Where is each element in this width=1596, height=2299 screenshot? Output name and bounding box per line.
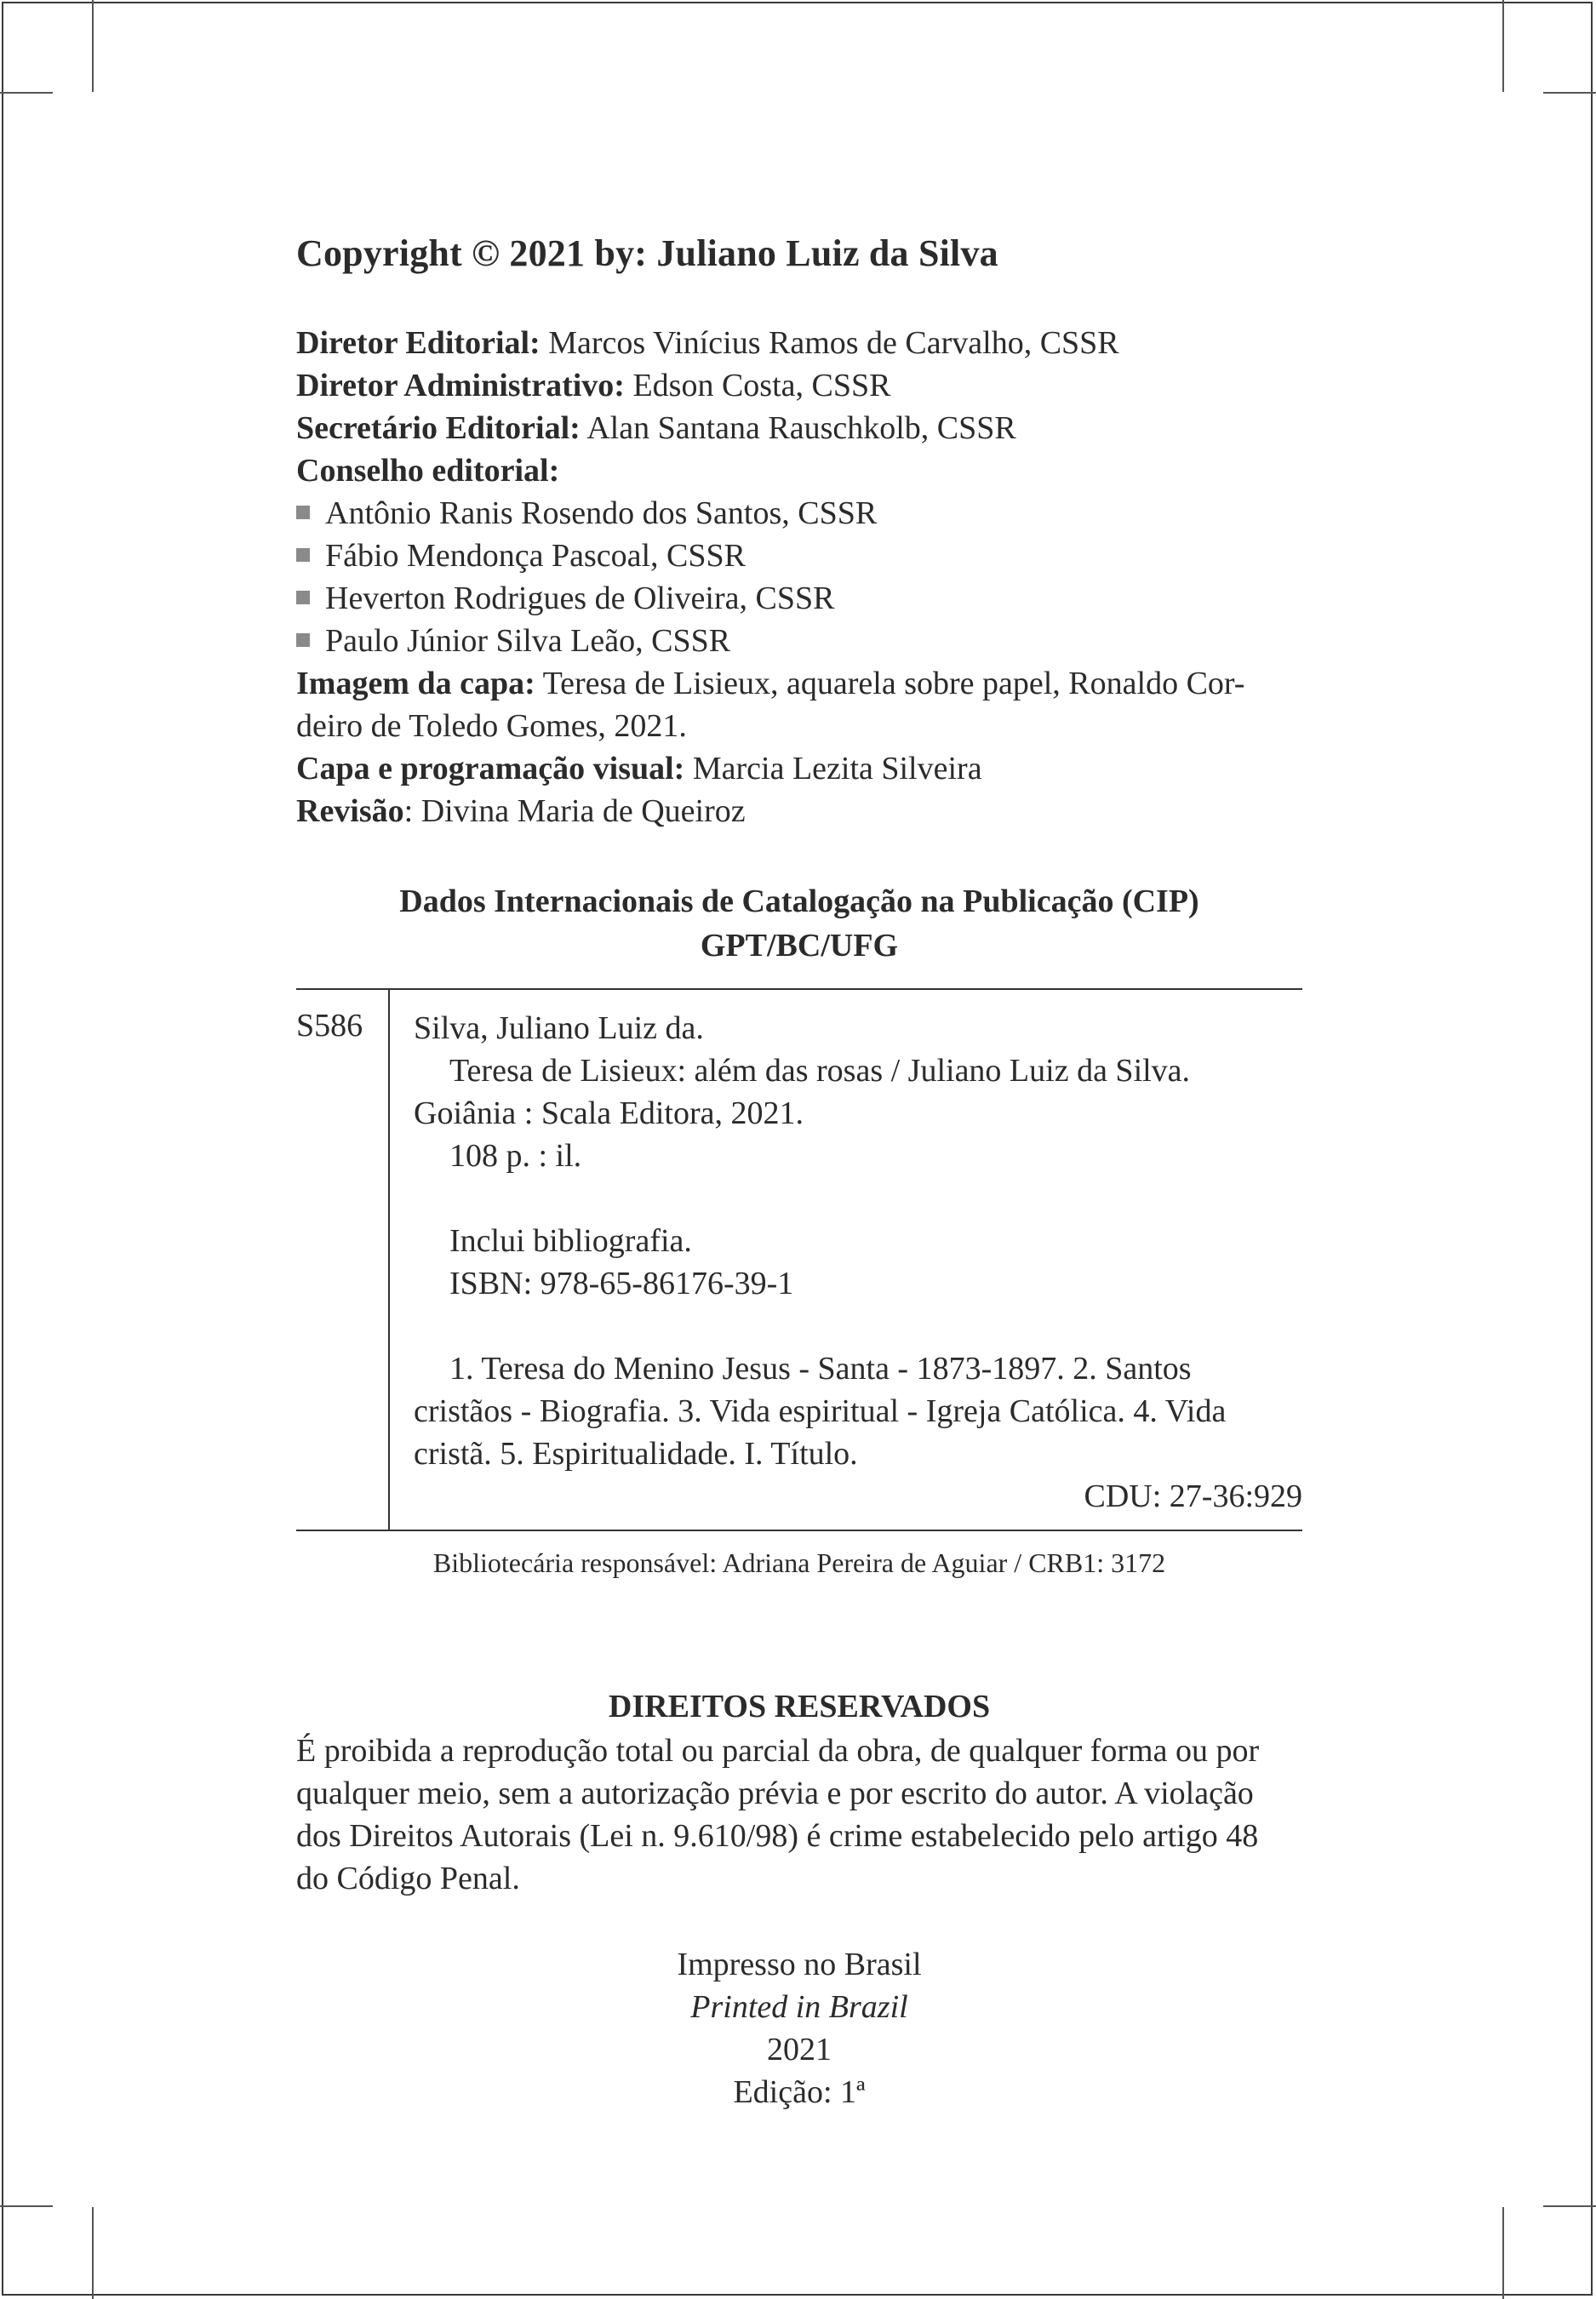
- conselho-member: Fábio Mendonça Pascoal, CSSR: [325, 538, 746, 574]
- cutter-code: S586: [296, 1008, 363, 1044]
- editorial-credits: [296, 322, 1302, 832]
- crop-mark: [0, 2205, 53, 2207]
- cip-author: Silva, Juliano Luiz da.: [414, 1010, 704, 1046]
- credit-label: Diretor Editorial:: [296, 325, 541, 361]
- printed-in-en: Printed in Brazil: [690, 1989, 908, 2025]
- list-item: [296, 577, 1302, 620]
- credit-value: Edson Costa, CSSR: [624, 368, 891, 403]
- credit-label: Capa e programação visual:: [296, 751, 685, 786]
- credit-imagem-capa-cont: deiro de Toledo Gomes, 2021.: [296, 708, 687, 744]
- cip-pages: 108 p. : il.: [449, 1138, 582, 1174]
- credit-diretor-administrativo: [296, 364, 1302, 407]
- conselho-member: Paulo Júnior Silva Leão, CSSR: [325, 623, 731, 659]
- credit-diretor-editorial: [296, 322, 1302, 364]
- crop-mark: [0, 92, 53, 94]
- credit-label: Secretário Editorial:: [296, 410, 581, 446]
- printed-in-pt: Impresso no Brasil: [677, 1947, 922, 1982]
- crop-mark: [92, 2207, 94, 2299]
- rights-line: qualquer meio, sem a autorização prévia e por escrito do autor. A violação: [296, 1776, 1254, 1811]
- conselho-member: Heverton Rodrigues de Oliveira, CSSR: [325, 580, 835, 616]
- rights-heading: DIREITOS RESERVADOS: [608, 1689, 991, 1724]
- cip-subjects-line: cristã. 5. Espiritualidade. I. Título.: [414, 1436, 858, 1472]
- list-item: [296, 535, 1302, 577]
- list-item: [296, 492, 1302, 535]
- copyright-heading: Copyright © 2021 by: Juliano Luiz da Silva: [296, 232, 998, 274]
- crop-mark: [1543, 92, 1596, 94]
- credit-capa-programacao: [296, 747, 1302, 790]
- credit-label: Imagem da capa:: [296, 666, 535, 701]
- credit-value: Marcos Vinícius Ramos de Carvalho, CSSR: [540, 325, 1119, 361]
- cip-heading: [296, 879, 1302, 968]
- credit-value: Teresa de Lisieux, aquarela sobre papel, Ronaldo Cor-: [535, 666, 1245, 701]
- cip-subjects-line: 1. Teresa do Menino Jesus - Santa - 1873-1897. 2. Santos: [449, 1351, 1192, 1387]
- credit-secretario-editorial: [296, 407, 1302, 449]
- bullet-square-icon: [296, 506, 310, 519]
- bullet-square-icon: [296, 633, 310, 647]
- cip-subjects-line: cristãos - Biografia. 3. Vida espiritual - Igreja Católica. 4. Vida: [414, 1393, 1227, 1429]
- cip-cdu: CDU: 27-36:929: [1084, 1478, 1302, 1514]
- crop-mark: [1502, 0, 1504, 92]
- rights-line: do Código Penal.: [296, 1861, 520, 1896]
- print-year: 2021: [767, 2032, 832, 2067]
- cip-title-line: Teresa de Lisieux: além das rosas / Juliano Luiz da Silva.: [449, 1053, 1191, 1089]
- credit-imagem-capa: [296, 662, 1302, 705]
- credit-revisao: [296, 790, 1302, 832]
- cip-record: [296, 988, 1302, 1531]
- cip-isbn: ISBN: 978-65-86176-39-1: [449, 1266, 794, 1301]
- credit-conselho-label: [296, 449, 1302, 492]
- rights-line: É proibida a reprodução total ou parcial da obra, de qualquer forma ou por: [296, 1733, 1260, 1769]
- edition: Edição: 1ª: [733, 2074, 866, 2110]
- cip-entry: [414, 1007, 1302, 1518]
- credit-label: Diretor Administrativo:: [296, 368, 625, 403]
- conselho-member: Antônio Ranis Rosendo dos Santos, CSSR: [325, 495, 878, 531]
- credit-value: Marcia Lezita Silveira: [684, 751, 982, 786]
- librarian-credit: Bibliotecária responsável: Adriana Pereira de Aguiar / CRB1: 3172: [432, 1547, 1166, 1578]
- rights-line: dos Direitos Autorais (Lei n. 9.610/98) é crime estabelecido pelo artigo 48: [296, 1818, 1259, 1854]
- rights-notice: [296, 1730, 1302, 1900]
- credit-label: Revisão: [296, 793, 404, 829]
- cip-title: Dados Internacionais de Catalogação na Publicação (CIP): [399, 884, 1199, 919]
- bullet-square-icon: [296, 548, 310, 562]
- crop-mark: [92, 0, 94, 92]
- cip-publisher: Goiânia : Scala Editora, 2021.: [414, 1095, 804, 1131]
- credit-value: Alan Santana Rauschkolb, CSSR: [580, 410, 1016, 446]
- cip-divider: [388, 990, 390, 1530]
- credit-value: : Divina Maria de Queiroz: [403, 793, 746, 829]
- crop-mark: [1502, 2207, 1504, 2299]
- list-item: [296, 620, 1302, 662]
- cip-bibliography: Inclui bibliografia.: [449, 1223, 692, 1259]
- bullet-square-icon: [296, 591, 310, 604]
- cip-subtitle: GPT/BC/UFG: [700, 928, 899, 964]
- imprint: [296, 1943, 1302, 2113]
- crop-mark: [1543, 2205, 1596, 2207]
- credit-label: Conselho editorial:: [296, 453, 560, 489]
